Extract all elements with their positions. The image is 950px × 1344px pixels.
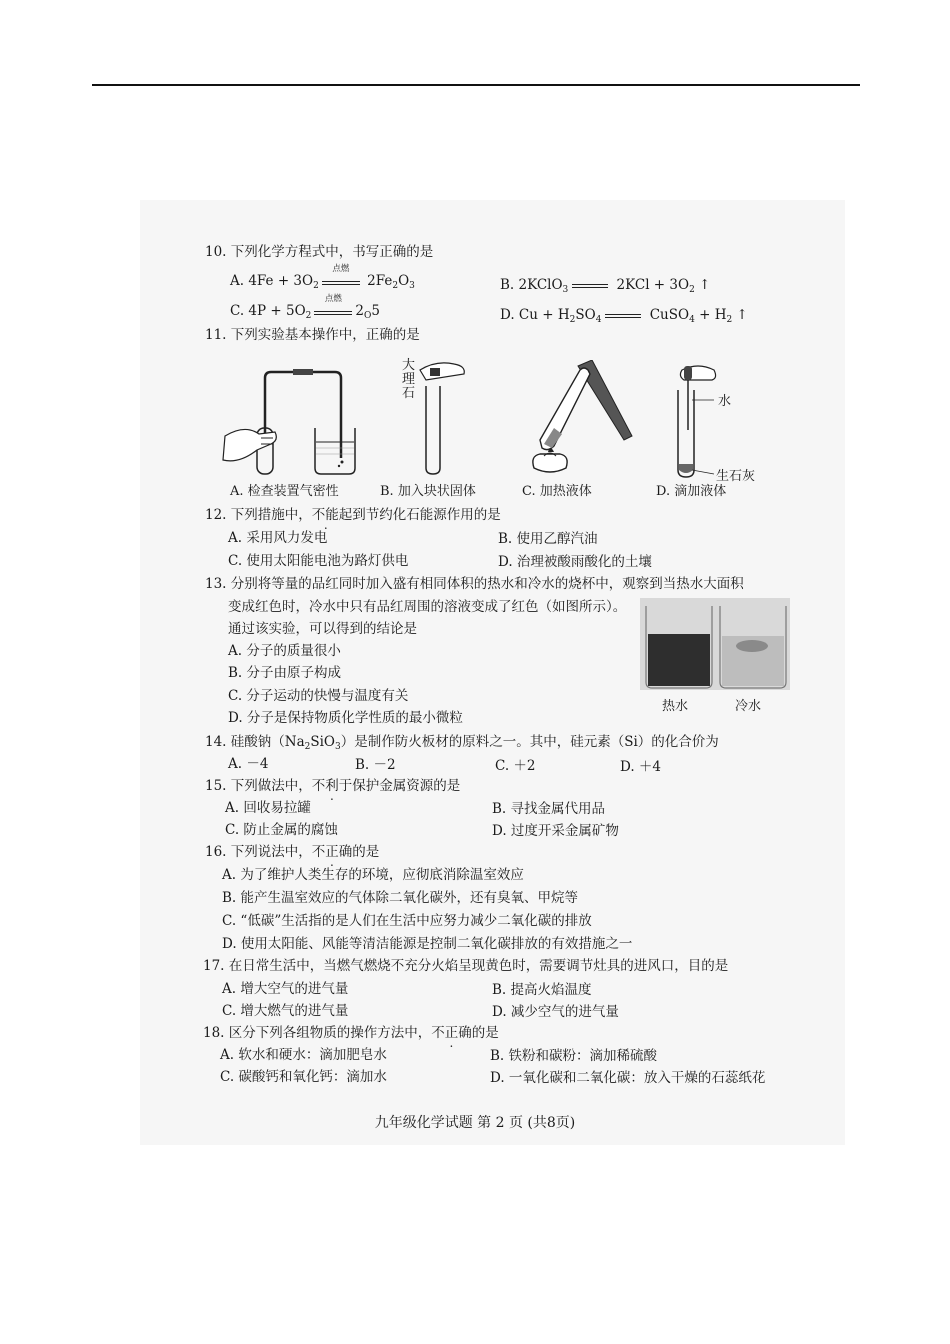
q18-option-d: D. 一氧化碳和二氧化碳：放入干燥的石蕊纸花 (490, 1070, 766, 1086)
q12-option-b: B. 使用乙醇汽油 (498, 531, 598, 547)
q15-stem: 15. 下列做法中，不利于保护金属资源的是 (205, 778, 461, 794)
q15-option-a: A. 回收易拉罐 (225, 800, 311, 816)
q14-option-a: A. －4 (228, 756, 269, 772)
marble-label-3: 石 (402, 386, 416, 401)
q13-stem-line2: 变成红色时，冷水中只有品红周围的溶液变成了红色（如图所示）。 (228, 599, 627, 615)
q13-stem-line1: 13. 分别将等量的品红同时加入盛有相同体积的热水和冷水的烧杯中，观察到当热水大面积 (205, 576, 744, 592)
dripping-liquid-figure (668, 360, 728, 480)
q11-option-c: C. 加热液体 (522, 484, 592, 499)
q16-option-c: C. “低碳”生活指的是人们在生活中应努力减少二氧化碳的排放 (222, 913, 592, 929)
q14-option-d: D. ＋4 (620, 759, 662, 775)
heating-liquid-figure (520, 360, 640, 480)
q11-option-b: B. 加入块状固体 (380, 484, 476, 499)
q16-option-d: D. 使用太阳能、风能等清洁能源是控制二氧化碳排放的有效措施之一 (222, 936, 633, 952)
q13-option-d: D. 分子是保持物质化学性质的最小微粒 (228, 710, 463, 726)
water-label: 水 (718, 394, 732, 409)
cold-water-label: 冷水 (735, 699, 762, 714)
hot-water-label: 热水 (662, 699, 689, 714)
q15-option-c: C. 防止金属的腐蚀 (225, 822, 338, 838)
marble-label-1: 大 (402, 358, 416, 373)
q11-option-d: D. 滴加液体 (656, 484, 727, 499)
q13-option-c: C. 分子运动的快慢与温度有关 (228, 688, 409, 704)
adding-solid-figure (416, 356, 476, 476)
q18-option-c: C. 碳酸钙和氧化钙：滴加水 (220, 1069, 387, 1085)
q10-option-b: B. 2KClO$_3$ $2KCl + 3O_2$ ↑ (500, 277, 711, 295)
q18-option-a: A. 软水和硬水：滴加肥皂水 (220, 1047, 387, 1063)
q17-stem: 17. 在日常生活中，当燃气燃烧不充分火焰呈现黄色时，需要调节灶具的进风口，目的是 (203, 958, 729, 974)
beakers-photo (640, 598, 790, 690)
q17-option-c: C. 增大燃气的进气量 (222, 1003, 349, 1019)
q14-option-b: B. －2 (355, 757, 396, 773)
q10-option-a: A. $4Fe + 3O_2$ 点燃 $2Fe_2O_3$ (230, 264, 415, 291)
q14-stem: 14. 硅酸钠$(Na_2SiO_3)$是制作防火板材的原料之一。其中，硅元素（Si）的化合价为 (205, 734, 719, 752)
q17-option-d: D. 减少空气的进气量 (492, 1004, 619, 1020)
q12-option-a: A. 采用风力发电 (228, 530, 328, 546)
q17-option-a: A. 增大空气的进气量 (222, 981, 349, 997)
q12-stem: 12. 下列措施中，不能起到节约化石能源作用的是 (205, 507, 501, 523)
q13-option-a: A. 分子的质量很小 (228, 643, 341, 659)
q16-option-b: B. 能产生温室效应的气体除二氧化碳外，还有臭氧、甲烷等 (222, 890, 579, 906)
q14-option-c: C. ＋2 (495, 758, 536, 774)
q16-option-a: A. 为了维护人类生存的环境，应彻底消除温室效应 (222, 867, 524, 883)
q15-option-b: B. 寻找金属代用品 (492, 801, 606, 817)
q17-option-b: B. 提高火焰温度 (492, 982, 592, 998)
header-rule (92, 84, 860, 86)
q18-option-b: B. 铁粉和碳粉：滴加稀硫酸 (490, 1048, 658, 1064)
q15-option-d: D. 过度开采金属矿物 (492, 823, 619, 839)
q11-stem: 11. 下列实验基本操作中，正确的是 (205, 327, 420, 343)
page-footer: 九年级化学试题 第 2 页 (共8页) (374, 1115, 576, 1131)
q10-option-c: C. $4P + 5O_2$ 点燃 $2_O5$ (230, 294, 380, 321)
q12-option-d: D. 治理被酸雨酸化的土壤 (498, 554, 652, 570)
q16-stem: 16. 下列说法中，不正确的是 (205, 844, 380, 860)
q12-option-c: C. 使用太阳能电池为路灯供电 (228, 553, 409, 569)
q13-option-b: B. 分子由原子构成 (228, 665, 342, 681)
q18-stem: 18. 区分下列各组物质的操作方法中，不正确的是 (203, 1025, 499, 1041)
q11-option-a: A. 检查装置气密性 (230, 484, 339, 499)
quicklime-label: 生石灰 (716, 469, 756, 484)
marble-label-2: 理 (402, 372, 416, 387)
q13-stem-line3: 通过该实验，可以得到的结论是 (228, 621, 417, 637)
airtightness-check-figure (215, 368, 365, 476)
q10-option-d: D. $Cu + H_2SO_4$ CuSO$_4$ + $H_2$ ↑ (500, 307, 748, 325)
q10-stem: 10. 下列化学方程式中，书写正确的是 (205, 244, 434, 260)
